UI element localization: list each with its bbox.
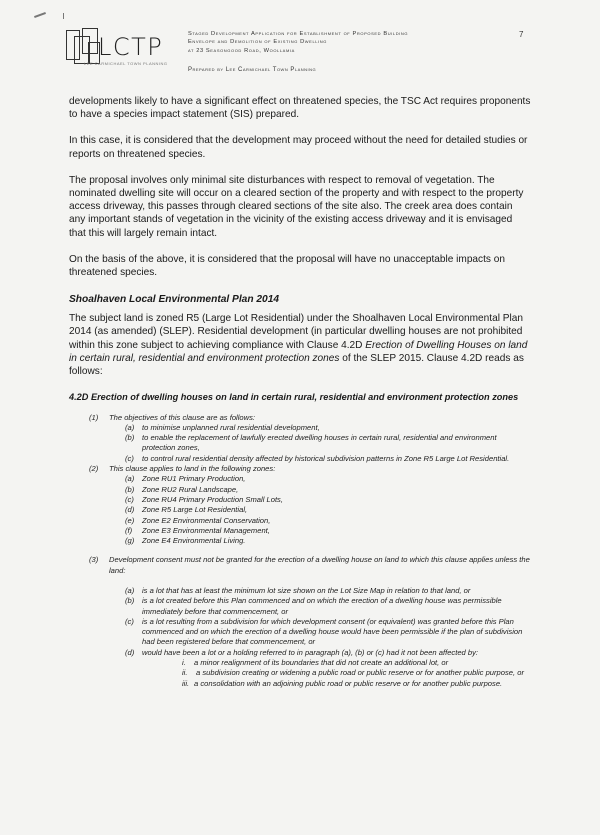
- page-body: [69, 95, 531, 689]
- page-number: 7: [519, 30, 524, 39]
- list-item: (d) would have been a lot or a holding referred to in paragraph (a), (b) or (c) had it not been affected by:: [125, 647, 479, 657]
- list-item: (d) Zone R5 Large Lot Residential,: [125, 505, 248, 515]
- list-item: (b) Zone RU2 Rural Landscape,: [125, 484, 239, 494]
- title-line: at 23 Seasongood Road, Woollamia: [188, 47, 295, 54]
- document-title: [188, 30, 528, 55]
- paragraph: In this case, it is considered that the development may proceed without the need for detailed studies or reports on threatened species.: [69, 135, 528, 160]
- scan-artifact: [63, 13, 64, 19]
- list-item: ii. a subdivision creating or widening a public road or public reserve or for another public purpose, or: [182, 668, 524, 678]
- list-item: (1) The objectives of this clause are as follows:: [89, 412, 256, 422]
- logo-text: LCTP: [98, 33, 164, 61]
- list-item: (b) to enable the replacement of lawfully erected dwelling houses in certain rural, residential and environment protection zones,: [125, 433, 497, 453]
- lep-clause-title: Erection of Dwelling Houses on land in certain rural, residential and environment protection zones: [69, 339, 528, 364]
- scan-artifact: [34, 12, 46, 18]
- lctp-logo: [66, 28, 184, 68]
- list-item: (a) Zone RU1 Primary Production,: [125, 474, 246, 484]
- clause-heading: 4.2D Erection of dwelling houses on land in certain rural, residential and environment protection zones: [69, 392, 519, 403]
- section-heading: Shoalhaven Local Environmental Plan 2014: [69, 294, 280, 306]
- list-item: (f) Zone E3 Environmental Management,: [125, 525, 270, 535]
- lep-text: The subject land is zoned R5 (Large Lot Residential) under the Shoalhaven Local Environmental Plan 2014 (as amended) (SLEP). Residential development (in particular dwelling houses are not prohibited within this zone subject to achieving compliance with Clause 4.2D: [69, 313, 523, 351]
- list-item: (c) is a lot resulting from a subdivision for which development consent (or equivalent) was granted before this Plan commenced and on which the erection of a dwelling house would have been permissible if the plan of subdivision had been registered before that commencement, or: [125, 616, 523, 647]
- list-item: (2) This clause applies to land in the following zones:: [89, 464, 276, 474]
- list-item: (3) Development consent must not be granted for the erection of a dwelling house on land to which this clause applies unless the land:: [89, 555, 530, 575]
- page-header: [66, 28, 536, 80]
- list-item: iii. a consolidation with an adjoining public road or public reserve or for another public purpose.: [182, 678, 503, 688]
- logo-subtext: LEE CARMICHAEL TOWN PLANNING: [84, 61, 168, 66]
- prepared-by: Prepared by Lee Carmichael Town Planning: [188, 67, 317, 73]
- paragraph: On the basis of the above, it is considered that the proposal will have no unacceptable impacts on threatened species.: [69, 253, 505, 279]
- list-item: (b) is a lot created before this Plan commenced and on which the erection of a dwelling house was permissible immediately before that commencement, or: [125, 596, 502, 616]
- clause-list: [69, 413, 531, 689]
- list-item: (a) to minimise unplanned rural residential development,: [125, 422, 320, 432]
- list-item: (g) Zone E4 Environmental Living.: [125, 536, 246, 546]
- list-item: (a) is a lot that has at least the minimum lot size shown on the Lot Size Map in relation to that land, or: [125, 586, 471, 595]
- list-item: (c) to control rural residential density affected by historical subdivision patterns in Zone R5 Large Lot Residential.: [125, 453, 510, 463]
- title-line: Staged Development Application for Establishment of Proposed Building: [188, 31, 409, 37]
- title-line: Envelope and Demolition of Existing Dwelling: [188, 39, 328, 46]
- list-item: (e) Zone E2 Environmental Conservation,: [125, 515, 271, 525]
- list-item: (c) Zone RU4 Primary Production Small Lots,: [125, 494, 283, 504]
- lep-text: of the SLEP 2015. Clause 4.2D reads as follows:: [69, 352, 524, 378]
- paragraph: The proposal involves only minimal site disturbances with respect to removal of vegetation. The nominated dwelling site will occur on a cleared section of the property and with respect to the property access driveway, this passes through cleared sections of the site also. The creek area does contain any important stands of vegetation in the vicinity of the existing access driveway and it is envisaged that this will largely remain intact.: [69, 174, 524, 239]
- lep-paragraph: [69, 312, 531, 378]
- list-item: i. a minor realignment of its boundaries that did not create an additional lot, or: [182, 658, 449, 668]
- paragraph: developments likely to have a significant effect on threatened species, the TSC Act requires proponents to have a species impact statement (SIS) prepared.: [69, 96, 531, 121]
